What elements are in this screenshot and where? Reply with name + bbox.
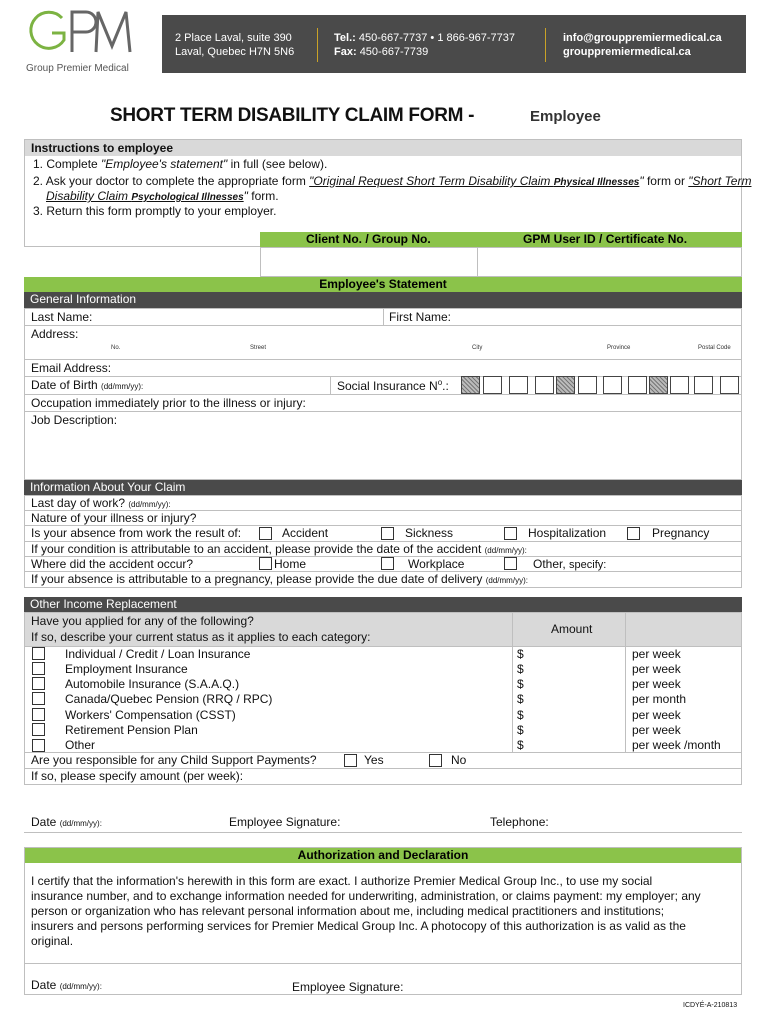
divider — [24, 394, 742, 395]
client-no-label: Client No. / Group No. — [306, 232, 431, 246]
job-description-label: Job Description: — [31, 413, 118, 427]
claim-info-heading: Information About Your Claim — [24, 480, 742, 495]
income-row-period: per week — [632, 708, 681, 722]
income-row-label: Workers' Compensation (CSST) — [65, 708, 236, 722]
sin-digit-box[interactable] — [603, 376, 622, 394]
instructions-heading: Instructions to employee — [25, 140, 741, 156]
signature-label: Employee Signature: — [229, 815, 341, 829]
last-name-label: Last Name: — [31, 310, 93, 324]
accident-date-label: If your condition is attributable to an accident, please provide the date of the accident (dd/mm/yy): — [31, 542, 527, 556]
child-support-yes-label: Yes — [364, 753, 384, 767]
instructions-box — [24, 139, 752, 247]
divider — [24, 325, 742, 326]
child-support-amount-label: If so, please specify amount (per week): — [31, 769, 244, 783]
divider — [24, 359, 742, 360]
income-question-2: If so, describe your current status as it applies to each category: — [31, 630, 371, 644]
sin-digit-box[interactable] — [535, 376, 554, 394]
divider — [512, 612, 513, 752]
income-question-1: Have you applied for any of the following? — [31, 614, 254, 628]
home-label: Home — [274, 557, 307, 571]
web-block — [563, 31, 722, 59]
income-row-period: per week — [632, 723, 681, 737]
pregnancy-checkbox[interactable] — [627, 527, 640, 540]
sin-digit-box[interactable] — [628, 376, 647, 394]
income-row-checkbox[interactable] — [32, 692, 45, 705]
instruction-2-cont: Disability Claim Psychological Illnesses" form. — [46, 189, 279, 203]
general-info-heading: General Information — [24, 292, 742, 308]
divider — [24, 832, 742, 833]
nature-label: Nature of your illness or injury? — [31, 511, 197, 525]
income-row-label: Individual / Credit / Loan Insurance — [65, 647, 251, 661]
address-label: Address: — [31, 327, 79, 341]
divider — [24, 963, 742, 964]
sickness-label: Sickness — [405, 526, 454, 540]
auth-date-label: Date (dd/mm/yy): — [31, 978, 102, 992]
income-row-currency: $ — [517, 692, 524, 706]
sin-digit-box[interactable] — [578, 376, 597, 394]
occupation-label: Occupation immediately prior to the illness or injury: — [31, 396, 306, 410]
address-no-label: No. — [111, 345, 121, 351]
sin-digit-box[interactable] — [461, 376, 480, 394]
first-name-label: First Name: — [389, 310, 452, 324]
email-label: Email Address: — [31, 361, 112, 375]
address-line1: 2 Place Laval, suite 390 — [175, 32, 292, 44]
auth-signature-label: Employee Signature: — [292, 980, 404, 994]
last-day-label: Last day of work? (dd/mm/yy): — [31, 496, 171, 510]
authorization-line: insurance number, and to exchange information needed for underwriting, administration, or claims payment: my employer; any — [31, 889, 701, 903]
address-province-label: Province — [607, 345, 631, 351]
income-row-currency: $ — [517, 723, 524, 737]
sickness-checkbox[interactable] — [381, 527, 394, 540]
client-no-field[interactable] — [260, 247, 478, 277]
tel-label: Tel.: — [334, 32, 356, 44]
income-row-currency: $ — [517, 647, 524, 661]
divider — [330, 376, 331, 394]
child-support-label: Are you responsible for any Child Support Payments? — [31, 753, 317, 767]
income-row-label: Other — [65, 738, 96, 752]
email-link[interactable]: info@grouppremiermedical.ca — [563, 32, 722, 44]
child-support-no-checkbox[interactable] — [429, 754, 442, 767]
other-location-label: Other, specify: — [533, 557, 607, 571]
header-separator — [317, 28, 318, 62]
home-checkbox[interactable] — [259, 557, 272, 570]
income-row-checkbox[interactable] — [32, 662, 45, 675]
income-row-checkbox[interactable] — [32, 739, 45, 752]
child-support-no-label: No — [451, 753, 467, 767]
date-label: Date (dd/mm/yy): — [31, 815, 102, 829]
pregnancy-due-label: If your absence is attributable to a pregnancy, please provide the due date of delivery (dd/mm/yy): — [31, 572, 528, 586]
user-id-label: GPM User ID / Certificate No. — [523, 232, 688, 246]
authorization-line: I certify that the information's herewith in this form are exact. I authorize Premier Medical Group Inc., to use my social — [31, 874, 653, 888]
divider — [383, 308, 384, 326]
header-contact-bar — [162, 15, 746, 73]
sin-digit-box[interactable] — [694, 376, 713, 394]
income-row-checkbox[interactable] — [32, 677, 45, 690]
income-heading: Other Income Replacement — [24, 597, 742, 612]
instruction-1: 1. Complete "Employee's statement" in full (see below). — [33, 157, 328, 171]
workplace-checkbox[interactable] — [381, 557, 394, 570]
address-line2: Laval, Quebec H7N 5N6 — [175, 46, 295, 58]
accident-checkbox[interactable] — [259, 527, 272, 540]
income-row-period: per week — [632, 677, 681, 691]
fax-value: 450-667-7739 — [359, 46, 429, 58]
pregnancy-label: Pregnancy — [652, 526, 710, 540]
form-code: ICDYÉ-A-210813 — [683, 1002, 738, 1009]
where-label: Where did the accident occur? — [31, 557, 194, 571]
sin-digit-box[interactable] — [649, 376, 668, 394]
income-row-period: per week /month — [632, 738, 721, 752]
header-separator — [545, 28, 546, 62]
income-row-checkbox[interactable] — [32, 708, 45, 721]
employee-statement-bar: Employee's Statement — [24, 277, 742, 292]
gpm-logo-mark — [26, 6, 138, 58]
form-subtitle: Employee — [530, 108, 601, 125]
accident-label: Accident — [282, 526, 329, 540]
telephone-label: Telephone: — [490, 815, 549, 829]
sin-label: Social Insurance $N^o$.: — [337, 378, 449, 393]
income-row-label: Automobile Insurance (S.A.A.Q.) — [65, 677, 240, 691]
form-title: SHORT TERM DISABILITY CLAIM FORM - — [110, 105, 475, 126]
sin-digit-box[interactable] — [720, 376, 739, 394]
gpm-logo — [26, 6, 138, 66]
income-row-label: Employment Insurance — [65, 662, 188, 676]
address-city-label: City — [472, 345, 483, 351]
ids-bar — [260, 232, 742, 247]
workplace-label: Workplace — [408, 557, 465, 571]
income-row-currency: $ — [517, 738, 524, 752]
address-street-label: Street — [250, 345, 267, 351]
income-row-currency: $ — [517, 677, 524, 691]
tel-value: 450-667-7737 • 1 866-967-7737 — [358, 32, 516, 44]
income-row-period: per week — [632, 662, 681, 676]
sin-digit-box[interactable] — [483, 376, 502, 394]
amount-header: Amount — [551, 622, 593, 636]
fax-label: Fax: — [334, 46, 357, 58]
divider — [625, 612, 626, 752]
authorization-text — [31, 874, 737, 949]
address-block — [175, 31, 294, 59]
dob-label: Date of Birth (dd/mm/yy): — [31, 378, 144, 392]
absence-label: Is your absence from work the result of: — [31, 526, 242, 540]
address-postal-label: Postal Code — [698, 345, 731, 351]
child-support-yes-checkbox[interactable] — [344, 754, 357, 767]
income-row-label: Retirement Pension Plan — [65, 723, 198, 737]
sin-digit-box[interactable] — [670, 376, 689, 394]
income-row-currency: $ — [517, 708, 524, 722]
divider — [24, 411, 742, 412]
authorization-line: original. — [31, 934, 74, 948]
income-row-label: Canada/Quebec Pension (RRQ / RPC) — [65, 692, 273, 706]
income-row-period: per week — [632, 647, 681, 661]
income-row-currency: $ — [517, 662, 524, 676]
income-row-checkbox[interactable] — [32, 647, 45, 660]
website-link[interactable]: grouppremiermedical.ca — [563, 46, 691, 58]
phone-block — [334, 31, 515, 59]
hospitalization-checkbox[interactable] — [504, 527, 517, 540]
income-row-period: per month — [632, 692, 687, 706]
income-row-checkbox[interactable] — [32, 723, 45, 736]
instruction-2: 2. Ask your doctor to complete the appropriate form "Original Request Short Term Disability Claim Physical Illnesses" form or "Short Term — [33, 174, 752, 188]
logo-subtitle: Group Premier Medical — [26, 63, 129, 74]
authorization-line: person or organization who has relevant personal information about me, including medical practitioners and institutions; — [31, 904, 665, 918]
authorization-heading: Authorization and Declaration — [25, 848, 741, 863]
hospitalization-label: Hospitalization — [528, 526, 607, 540]
authorization-line: insurers and persons performing services for Premier Medical Group Inc. A photocopy of this authorization is as valid as the — [31, 919, 686, 933]
user-id-field[interactable] — [477, 247, 742, 277]
instruction-3: 3. Return this form promptly to your employer. — [33, 204, 277, 218]
other-location-checkbox[interactable] — [504, 557, 517, 570]
sin-digit-box[interactable] — [556, 376, 575, 394]
sin-digit-box[interactable] — [509, 376, 528, 394]
